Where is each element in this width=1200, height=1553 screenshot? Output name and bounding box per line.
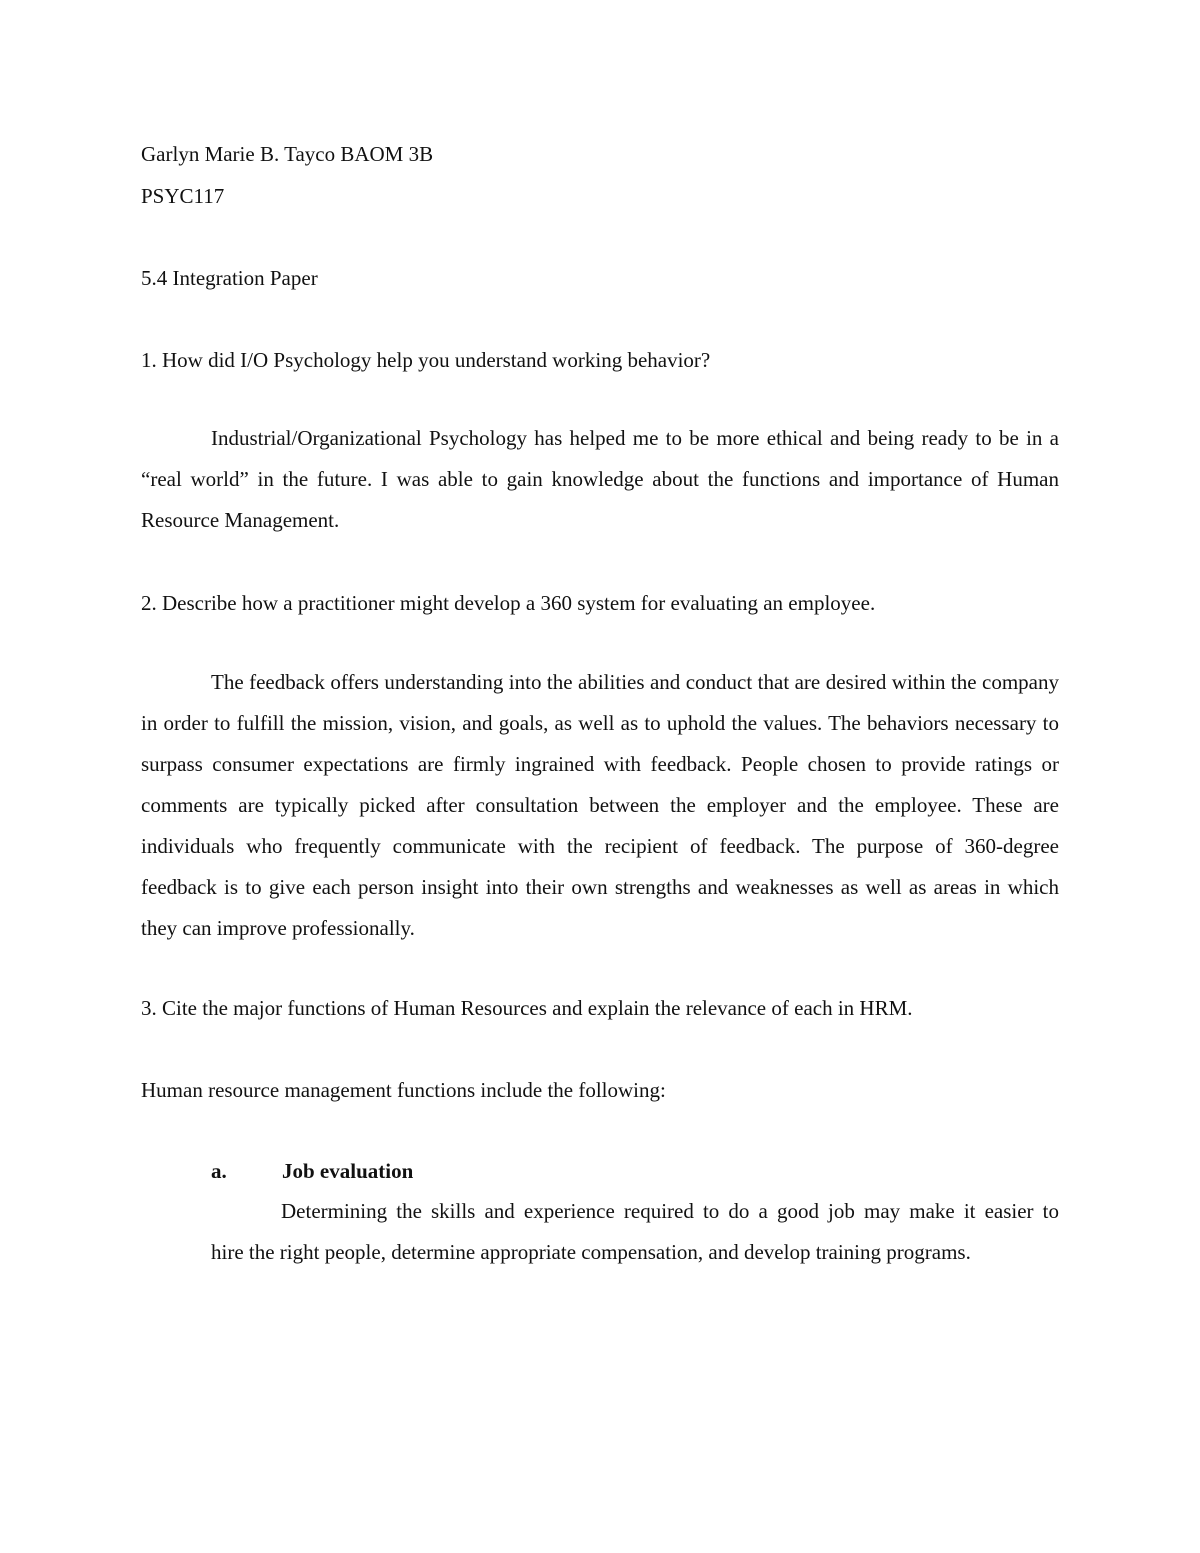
functions-intro: Human resource management functions include the following: (141, 1078, 666, 1102)
answer-2: The feedback offers understanding into the abilities and conduct that are desired within the company in order to fulfill the mission, vision, and goals, as well as to uphold the values. The behaviors necessary to surpass consumer expectations are firmly ingrained with feedback. People chosen to provide ratings or comments are typically picked after consultation between the employer and the employee. These are individuals who frequently communicate with the recipient of feedback. The purpose of 360-degree feedback is to give each person insight into their own strengths and weaknesses as well as areas in which they can improve professionally. (141, 670, 1059, 940)
question-3: 3. Cite the major functions of Human Resources and explain the relevance of each in HRM. (141, 996, 913, 1020)
function-description: Determining the skills and experience required to do a good job may make it easier to hire the right people, determine appropriate compensation, and develop training programs. (211, 1199, 1101, 1264)
answer-1: Industrial/Organizational Psychology has helped me to be more ethical and being ready to be in a “real world” in the future. I was able to gain knowledge about the functions and importance of Human Resource Management. (141, 426, 1059, 532)
function-letter: a. (211, 1159, 227, 1183)
paper-title: 5.4 Integration Paper (141, 266, 318, 290)
question-1: 1. How did I/O Psychology help you understand working behavior? (141, 348, 711, 372)
author-line: Garlyn Marie B. Tayco BAOM 3B (141, 142, 434, 166)
function-title: Job evaluation (282, 1159, 414, 1183)
course-code: PSYC117 (141, 184, 225, 208)
question-2: 2. Describe how a practitioner might develop a 360 system for evaluating an employee. (141, 591, 876, 615)
